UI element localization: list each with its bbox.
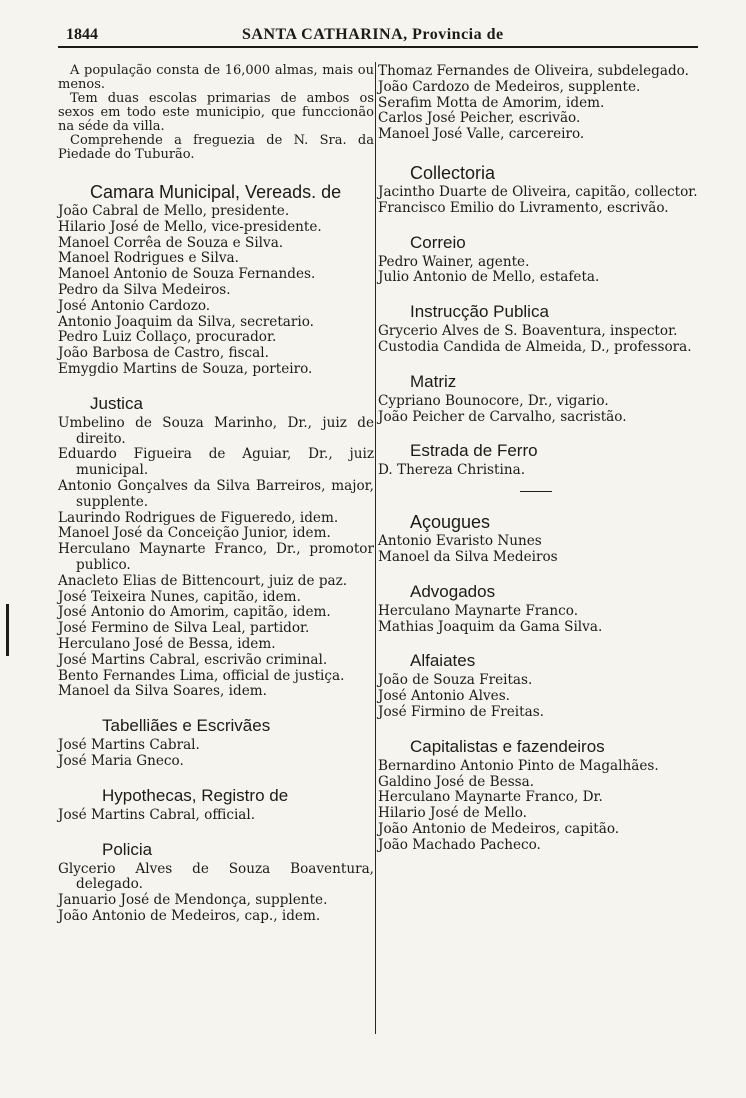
- list-item: Herculano Maynarte Franco, Dr.: [378, 789, 603, 806]
- list-item: Laurindo Rodrigues de Figueredo, idem.: [58, 509, 339, 526]
- list-item: Manoel Corrêa de Souza e Silva.: [58, 234, 284, 251]
- list-item: João Machado Pacheco.: [378, 836, 541, 853]
- right-column: [378, 64, 698, 854]
- running-title: SANTA CATHARINA, Provincia de: [242, 26, 504, 43]
- list-item: José Martins Cabral.: [58, 737, 200, 754]
- list-item: Antonio Gonçalves da Silva Barreiros, major, supplente.: [58, 477, 374, 510]
- list-item: José Martins Cabral, official.: [58, 806, 256, 823]
- page-number: 1844: [66, 26, 98, 43]
- margin-mark: [6, 604, 9, 656]
- intro-paragraph: A população consta de 16,000 almas, mais ou menos.: [58, 63, 374, 92]
- list-item: Glycerio Alves de Souza Boaventura, delegado.: [58, 860, 374, 893]
- list-item: Hilario José de Mello, vice-presidente.: [58, 218, 322, 235]
- list-item: Thomaz Fernandes de Oliveira, subdelegado.: [378, 63, 689, 79]
- list-item: Manoel da Silva Medeiros: [378, 548, 558, 565]
- list-item: João Cabral de Mello, presidente.: [58, 203, 290, 219]
- list-item: Grycerio Alves de S. Boaventura, inspector.: [378, 323, 678, 340]
- list-item: Antonio Joaquim da Silva, secretario.: [58, 313, 314, 330]
- section-heading-correio: Correio: [410, 232, 466, 252]
- section-heading-collectoria: Collectoria: [410, 162, 496, 183]
- list-item: Manoel Antonio de Souza Fernandes.: [58, 266, 316, 283]
- list-item: João Antonio de Medeiros, cap., idem.: [58, 907, 321, 924]
- list-item: Manoel Rodrigues e Silva.: [58, 250, 239, 267]
- section-heading-camara: Camara Municipal, Vereads. de: [90, 182, 342, 202]
- list-item: João Barbosa de Castro, fiscal.: [58, 345, 269, 362]
- section-heading-hypothecas: Hypothecas, Registro de: [102, 785, 289, 805]
- list-item: Januario José de Mendonça, supplente.: [58, 892, 328, 909]
- list-item: Umbelino de Souza Marinho, Dr., juiz de direito.: [58, 414, 374, 447]
- section-heading-matriz: Matriz: [410, 371, 457, 391]
- section-heading-tabelliaes: Tabelliães e Escrivães: [102, 716, 271, 736]
- list-item: Manoel da Silva Soares, idem.: [58, 683, 267, 700]
- section-divider: [520, 491, 552, 492]
- list-item: José Teixeira Nunes, capitão, idem.: [58, 588, 301, 605]
- list-item: Manoel José Valle, carcereiro.: [378, 126, 585, 143]
- list-item: José Antonio do Amorim, capitão, idem.: [58, 604, 331, 621]
- intro-paragraph: Tem duas escolas primarias de ambos os sexos em todo este municipio, que funccionão na séde da villa.: [58, 91, 374, 134]
- list-item: José Maria Gneco.: [58, 752, 184, 769]
- section-heading-advogados: Advogados: [410, 581, 496, 601]
- list-item: Bento Fernandes Lima, official de justiça.: [58, 667, 345, 684]
- list-item: Pedro da Silva Medeiros.: [58, 281, 231, 298]
- list-item: Julio Antonio de Mello, estafeta.: [378, 269, 600, 286]
- list-item: João de Souza Freitas.: [378, 672, 533, 689]
- section-heading-capitalistas: Capitalistas e fazendeiros: [410, 736, 605, 756]
- list-item: Herculano José de Bessa, idem.: [58, 635, 276, 652]
- list-item: Bernardino Antonio Pinto de Magalhães.: [378, 757, 659, 774]
- section-heading-policia: Policia: [102, 839, 153, 859]
- list-item: Anacleto Elias de Bittencourt, juiz de paz.: [58, 572, 348, 589]
- list-item: Custodia Candida de Almeida, D., professora.: [378, 338, 692, 355]
- list-item: José Firmino de Freitas.: [378, 703, 545, 720]
- list-item: José Antonio Alves.: [378, 688, 510, 705]
- list-item: Manoel José da Conceição Junior, idem.: [58, 525, 331, 542]
- list-item: Mathias Joaquim da Gama Silva.: [378, 618, 603, 635]
- list-item: Hilario José de Mello.: [378, 805, 527, 822]
- list-item: Herculano Maynarte Franco.: [378, 602, 579, 619]
- section-heading-instruccao: Instrucção Publica: [410, 302, 549, 322]
- list-item: Francisco Emilio do Livramento, escrivão.: [378, 199, 669, 216]
- list-item: Carlos José Peicher, escrivão.: [378, 110, 581, 127]
- section-heading-alfaiates: Alfaiates: [410, 651, 476, 671]
- list-item: José Fermino de Silva Leal, partidor.: [58, 620, 310, 637]
- list-item: Eduardo Figueira de Aguiar, Dr., juiz municipal.: [58, 446, 374, 479]
- list-item: Pedro Wainer, agente.: [378, 253, 530, 270]
- section-heading-justica: Justica: [90, 393, 143, 413]
- list-item: José Martins Cabral, escrivão criminal.: [58, 651, 328, 668]
- list-item: Pedro Luiz Collaço, procurador.: [58, 329, 277, 346]
- list-item: Antonio Evaristo Nunes: [378, 533, 542, 550]
- section-heading-estrada: Estrada de Ferro: [410, 441, 538, 461]
- list-item: Serafim Motta de Amorim, idem.: [378, 94, 605, 111]
- page-header: [58, 24, 698, 48]
- list-item: D. Thereza Christina.: [378, 462, 526, 479]
- list-item: Cypriano Bounocore, Dr., vigario.: [378, 392, 609, 409]
- intro-paragraph: Comprehende a freguezia de N. Sra. da Piedade do Tuburão.: [58, 133, 374, 162]
- list-item: Jacintho Duarte de Oliveira, capitão, collector.: [378, 183, 698, 200]
- list-item: João Peicher de Carvalho, sacristão.: [378, 408, 627, 425]
- list-item: João Cardozo de Medeiros, supplente.: [378, 78, 641, 95]
- list-item: Herculano Maynarte Franco, Dr., promotor publico.: [58, 541, 374, 573]
- list-item: Emygdio Martins de Souza, porteiro.: [58, 360, 313, 377]
- list-item: Galdino José de Bessa.: [378, 773, 535, 790]
- section-heading-acougues: Açougues: [410, 512, 491, 533]
- left-column: [58, 64, 374, 925]
- column-divider: [375, 62, 376, 1034]
- list-item: José Antonio Cardozo.: [58, 297, 211, 314]
- list-item: João Antonio de Medeiros, capitão.: [378, 820, 620, 837]
- header-rule: [58, 46, 698, 48]
